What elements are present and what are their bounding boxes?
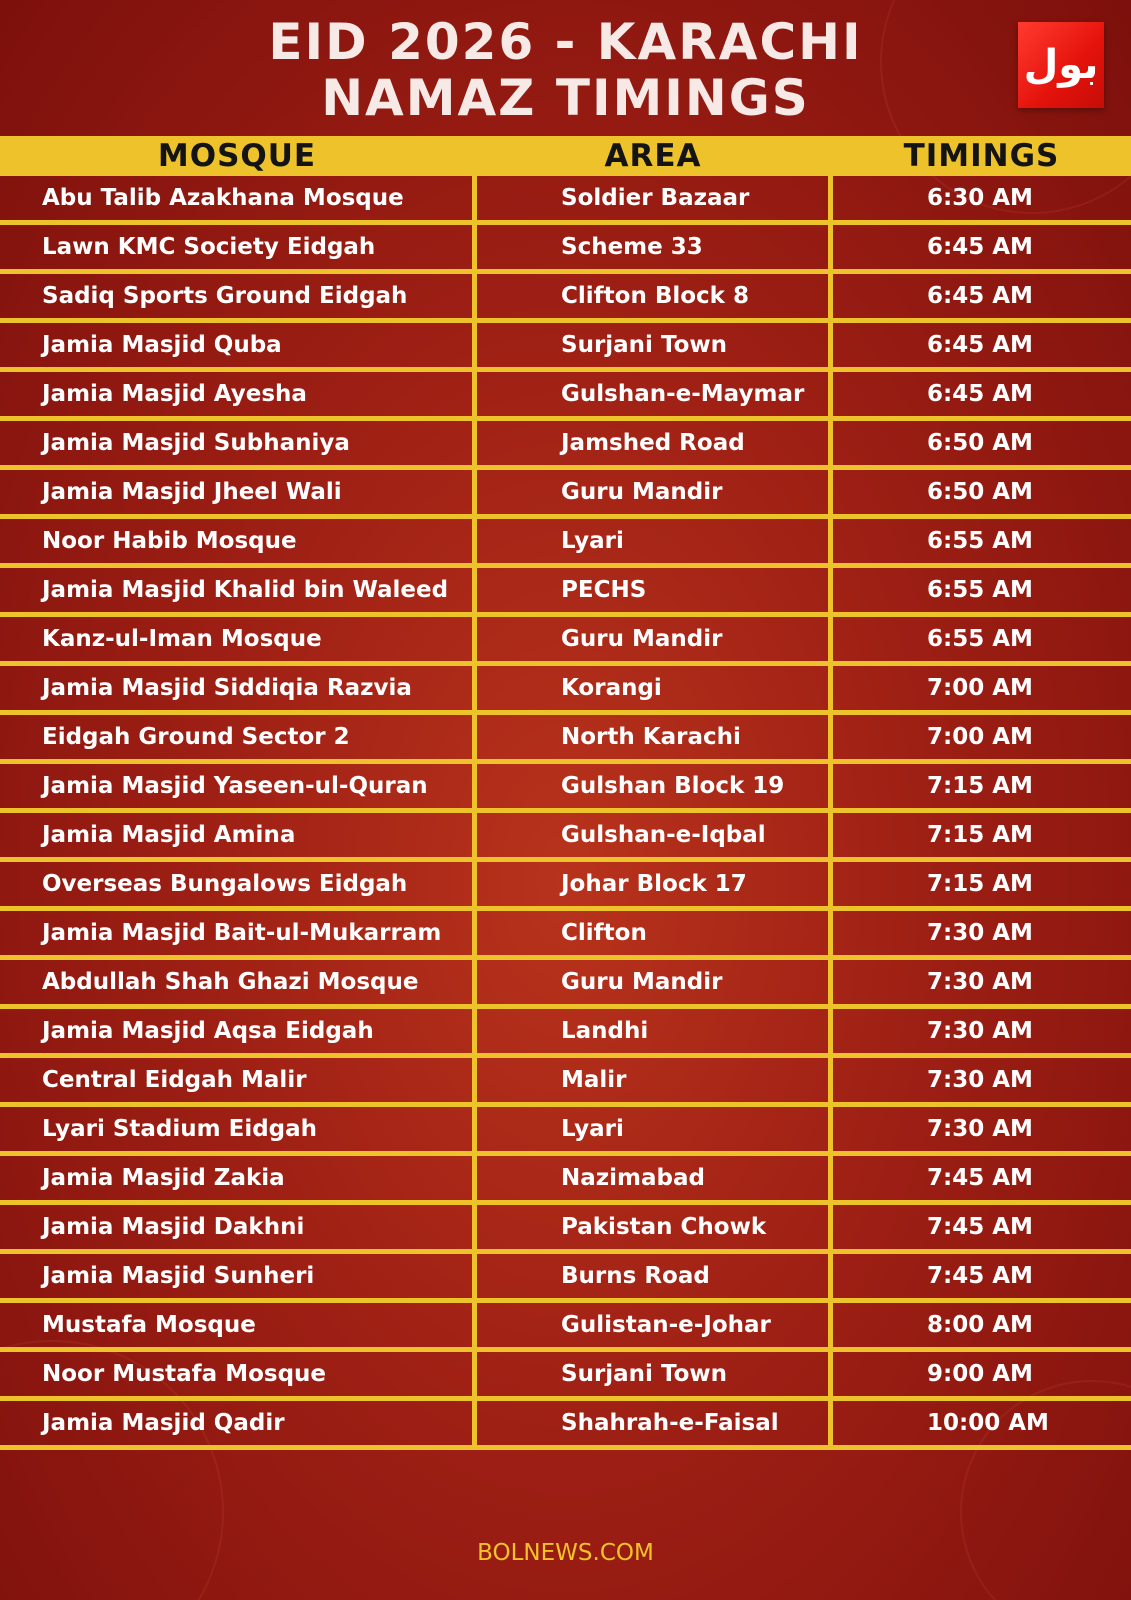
mosque-name: Jamia Masjid Aqsa Eidgah bbox=[42, 1018, 374, 1044]
area-name: Gulistan-e-Johar bbox=[561, 1312, 771, 1338]
table-row bbox=[0, 1107, 1131, 1156]
area-name: Landhi bbox=[561, 1018, 649, 1044]
table-row bbox=[0, 470, 1131, 519]
table-header bbox=[0, 136, 1131, 176]
mosque-name: Jamia Masjid Bait-ul-Mukarram bbox=[42, 920, 442, 946]
namaz-time: 10:00 AM bbox=[927, 1410, 1049, 1436]
table-row bbox=[0, 568, 1131, 617]
title-line-2: NAMAZ TIMINGS bbox=[321, 69, 810, 127]
area-name: Lyari bbox=[561, 528, 624, 554]
table-row bbox=[0, 813, 1131, 862]
area-name: Nazimabad bbox=[561, 1165, 705, 1191]
area-name: Pakistan Chowk bbox=[561, 1214, 767, 1240]
area-name: Gulshan Block 19 bbox=[561, 773, 785, 799]
namaz-time: 6:55 AM bbox=[927, 577, 1033, 603]
namaz-time: 6:50 AM bbox=[927, 430, 1033, 456]
mosque-name: Jamia Masjid Zakia bbox=[42, 1165, 285, 1191]
namaz-time: 6:55 AM bbox=[927, 626, 1033, 652]
area-name: Shahrah-e-Faisal bbox=[561, 1410, 779, 1436]
mosque-name: Central Eidgah Malir bbox=[42, 1067, 307, 1093]
area-name: Lyari bbox=[561, 1116, 624, 1142]
area-name: Guru Mandir bbox=[561, 969, 723, 995]
area-name: Malir bbox=[561, 1067, 627, 1093]
area-name: Surjani Town bbox=[561, 332, 728, 358]
namaz-time: 6:50 AM bbox=[927, 479, 1033, 505]
table-row bbox=[0, 617, 1131, 666]
mosque-name: Jamia Masjid Dakhni bbox=[42, 1214, 305, 1240]
table-row bbox=[0, 421, 1131, 470]
namaz-time: 6:45 AM bbox=[927, 332, 1033, 358]
namaz-time: 6:55 AM bbox=[927, 528, 1033, 554]
namaz-time: 7:30 AM bbox=[927, 920, 1033, 946]
table-row bbox=[0, 1058, 1131, 1107]
column-header-timings: TIMINGS bbox=[903, 138, 1060, 174]
area-name: Scheme 33 bbox=[561, 234, 703, 260]
mosque-name: Jamia Masjid Amina bbox=[42, 822, 296, 848]
namaz-time: 8:00 AM bbox=[927, 1312, 1033, 1338]
table-row bbox=[0, 1254, 1131, 1303]
table-row bbox=[0, 274, 1131, 323]
namaz-time: 7:15 AM bbox=[927, 773, 1033, 799]
mosque-name: Noor Mustafa Mosque bbox=[42, 1361, 327, 1387]
mosque-name: Jamia Masjid Sunheri bbox=[42, 1263, 315, 1289]
mosque-name: Jamia Masjid Yaseen-ul-Quran bbox=[42, 773, 428, 799]
mosque-name: Jamia Masjid Qadir bbox=[42, 1410, 285, 1436]
table-row bbox=[0, 519, 1131, 568]
namaz-time: 7:15 AM bbox=[927, 871, 1033, 897]
table-row bbox=[0, 323, 1131, 372]
table-row bbox=[0, 1352, 1131, 1401]
mosque-name: Mustafa Mosque bbox=[42, 1312, 256, 1338]
area-name: North Karachi bbox=[561, 724, 741, 750]
table-row bbox=[0, 1009, 1131, 1058]
mosque-name: Jamia Masjid Jheel Wali bbox=[42, 479, 342, 505]
column-header-area: AREA bbox=[604, 138, 702, 174]
mosque-name: Noor Habib Mosque bbox=[42, 528, 297, 554]
timings-table bbox=[0, 136, 1131, 1450]
table-row bbox=[0, 1205, 1131, 1254]
namaz-time: 6:45 AM bbox=[927, 234, 1033, 260]
mosque-name: Overseas Bungalows Eidgah bbox=[42, 871, 408, 897]
area-name: Gulshan-e-Iqbal bbox=[561, 822, 766, 848]
namaz-time: 7:00 AM bbox=[927, 675, 1033, 701]
mosque-name: Eidgah Ground Sector 2 bbox=[42, 724, 350, 750]
mosque-name: Jamia Masjid Quba bbox=[42, 332, 282, 358]
column-header-mosque: MOSQUE bbox=[157, 138, 317, 174]
table-row bbox=[0, 960, 1131, 1009]
namaz-time: 9:00 AM bbox=[927, 1361, 1033, 1387]
area-name: Guru Mandir bbox=[561, 479, 723, 505]
table-row bbox=[0, 911, 1131, 960]
namaz-time: 7:45 AM bbox=[927, 1263, 1033, 1289]
namaz-time: 7:15 AM bbox=[927, 822, 1033, 848]
mosque-name: Jamia Masjid Khalid bin Waleed bbox=[42, 577, 449, 603]
area-name: Surjani Town bbox=[561, 1361, 728, 1387]
table-body bbox=[0, 176, 1131, 1450]
namaz-time: 7:30 AM bbox=[927, 969, 1033, 995]
area-name: Guru Mandir bbox=[561, 626, 723, 652]
area-name: Clifton Block 8 bbox=[561, 283, 749, 309]
table-row bbox=[0, 176, 1131, 225]
namaz-time: 7:30 AM bbox=[927, 1067, 1033, 1093]
namaz-time: 6:30 AM bbox=[927, 185, 1033, 211]
area-name: Jamshed Road bbox=[561, 430, 745, 456]
area-name: PECHS bbox=[561, 577, 647, 603]
table-row bbox=[0, 764, 1131, 813]
mosque-name: Lyari Stadium Eidgah bbox=[42, 1116, 318, 1142]
namaz-time: 7:00 AM bbox=[927, 724, 1033, 750]
namaz-time: 6:45 AM bbox=[927, 381, 1033, 407]
table-row bbox=[0, 1401, 1131, 1450]
area-name: Clifton bbox=[561, 920, 647, 946]
title-line-1: EID 2026 - KARACHI bbox=[268, 13, 863, 71]
mosque-name: Abu Talib Azakhana Mosque bbox=[42, 185, 404, 211]
area-name: Korangi bbox=[561, 675, 662, 701]
mosque-name: Kanz-ul-Iman Mosque bbox=[42, 626, 322, 652]
table-row bbox=[0, 862, 1131, 911]
footer-site: BOLNEWS.COM bbox=[477, 1540, 654, 1566]
page-title bbox=[0, 14, 1131, 126]
bol-logo: بول bbox=[1018, 22, 1104, 108]
mosque-name: Abdullah Shah Ghazi Mosque bbox=[42, 969, 419, 995]
area-name: Johar Block 17 bbox=[561, 871, 747, 897]
table-row bbox=[0, 372, 1131, 421]
mosque-name: Jamia Masjid Ayesha bbox=[42, 381, 307, 407]
table-row bbox=[0, 1156, 1131, 1205]
table-row bbox=[0, 225, 1131, 274]
namaz-time: 7:45 AM bbox=[927, 1165, 1033, 1191]
area-name: Gulshan-e-Maymar bbox=[561, 381, 805, 407]
area-name: Soldier Bazaar bbox=[561, 185, 750, 211]
table-row bbox=[0, 1303, 1131, 1352]
namaz-time: 6:45 AM bbox=[927, 283, 1033, 309]
mosque-name: Sadiq Sports Ground Eidgah bbox=[42, 283, 408, 309]
namaz-time: 7:30 AM bbox=[927, 1116, 1033, 1142]
namaz-time: 7:45 AM bbox=[927, 1214, 1033, 1240]
table-row bbox=[0, 715, 1131, 764]
mosque-name: Jamia Masjid Siddiqia Razvia bbox=[42, 675, 412, 701]
namaz-time: 7:30 AM bbox=[927, 1018, 1033, 1044]
table-row bbox=[0, 666, 1131, 715]
mosque-name: Jamia Masjid Subhaniya bbox=[42, 430, 350, 456]
mosque-name: Lawn KMC Society Eidgah bbox=[42, 234, 376, 260]
area-name: Burns Road bbox=[561, 1263, 710, 1289]
